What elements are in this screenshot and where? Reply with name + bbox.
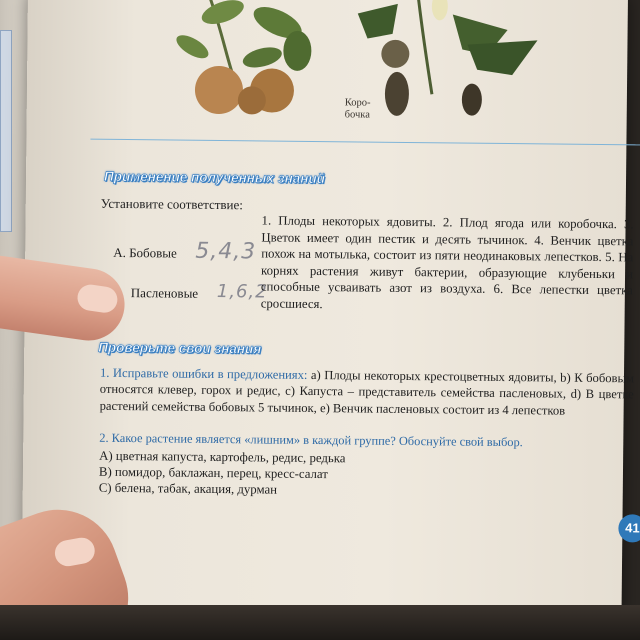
- option-b: B) помидор, баклажан, перец, кресс-салат: [98, 464, 328, 482]
- handwritten-answer-nightshade: 1,6,2: [216, 280, 268, 303]
- page-number-badge: 41: [618, 514, 640, 542]
- datura-plant-drawing: [357, 0, 538, 117]
- caption-line: бочка: [344, 109, 370, 121]
- matching-statements: 1. Плоды некоторых ядовиты. 2. Плод ягода или коробочка. 3. Цветок имеет один пестик и десять тычинок. 4. Венчик цветка похож на мотылька, состоит из пяти неодинаковых лепестков. 5. На корнях растения живут бактерии, образующие клубеньки и способные усваивать азот из воздуха. 6. Все лепестки цветка сросшиеся.: [260, 213, 634, 312]
- question-1: [100, 365, 634, 420]
- illustration-caption: [345, 97, 371, 121]
- option-c: C) белена, табак, акация, дурман: [98, 481, 278, 498]
- question-1-body: a) Плоды некоторых крестоцветных ядовиты, b) К бобовым относятся клевер, горох и редис, c) Капуста – представитель семейства пасленовых, d) В цветке растений семейства бобовых 5 тычинок, e) Венчик пасленовых состоит из 4 лепестков: [99, 367, 635, 418]
- question-2: 2. Какое растение является «лишним» в каждой группе? Обоснуйте свой выбор.: [99, 430, 523, 450]
- section-divider: [90, 139, 640, 146]
- potato-plant-drawing: [172, 0, 312, 115]
- left-page-edge: [0, 30, 12, 232]
- caption-line: Коро-: [344, 97, 371, 109]
- question-2-options: [99, 448, 346, 499]
- section-heading-apply: Применение полученных знаний: [103, 168, 326, 187]
- fingernail: [76, 283, 119, 314]
- category-label-legumes: А. Бобовые: [113, 244, 177, 261]
- matching-prompt: Установите соответствие:: [100, 195, 243, 213]
- question-1-lead: 1. Исправьте ошибки в предложениях:: [99, 365, 308, 382]
- handwritten-answer-legumes: 5,4,3: [195, 238, 257, 265]
- category-label-nightshade: Пасленовые: [130, 285, 199, 301]
- table-shadow: [0, 605, 640, 640]
- option-a: A) цветная капуста, картофель, редис, редька: [99, 448, 346, 466]
- section-heading-check: Проверьте свои знания: [98, 339, 262, 357]
- thumbnail: [53, 536, 97, 569]
